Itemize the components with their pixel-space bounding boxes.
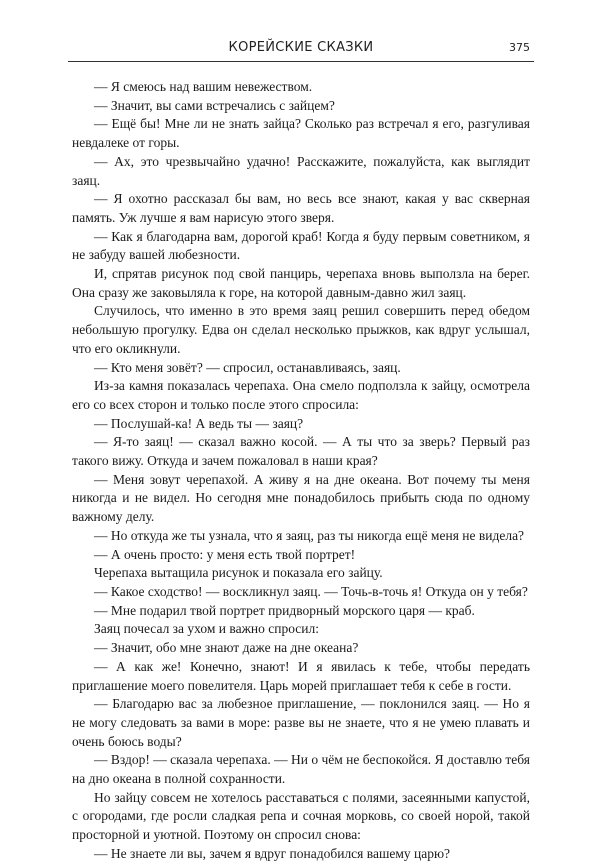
header-rule <box>68 61 534 62</box>
paragraph: — Какое сходство! — воскликнул заяц. — Точь-в-точь я! Откуда он у тебя? <box>94 583 528 599</box>
paragraph: — Но откуда же ты узнала, что я заяц, раз ты никогда ещё меня не видела? <box>94 527 525 543</box>
paragraph: — Значит, обо мне знают даже на дне океана? <box>94 640 359 656</box>
paragraph: — Благодарю вас за любезное приглашение, — поклонился заяц. — Но я не могу следовать за вами в море: разве вы не знаете, что я не умею плавать и очень боюсь воды? <box>72 696 530 749</box>
paragraph: — Меня зовут черепахой. А живу я на дне океана. Вот почему ты меня никогда и не видел. Но сегодня мне понадобилось прибыть сюда по одному важному делу. <box>72 471 530 525</box>
paragraph: — Я-то заяц! — сказал важно косой. — А ты что за зверь? Первый раз такого вижу. Откуда и зачем пожаловал в наши края? <box>72 434 530 469</box>
paragraph: Случилось, что именно в это время заяц решил совершить перед обедом небольшую прогулку. Едва он сделал несколько прыжков, как вдруг услышал, что его окликнули. <box>72 303 530 356</box>
paragraph: — Ещё бы! Мне ли не знать зайца? Сколько раз встречал я его, разгуливая невдалеке от горы. <box>72 116 530 151</box>
paragraph: — Я охотно рассказал бы вам, но весь все знают, какая у вас скверная память. Уж лучше я вам нарисую этого зверя. <box>72 191 530 225</box>
paragraph: — Ах, это чрезвычайно удачно! Расскажите, пожалуйста, как выглядит заяц. <box>72 153 530 188</box>
paragraph: — А как же! Конечно, знают! И я явилась к тебе, чтобы передать приглашение моего повелителя. Царь морей приглашает тебя к себе в гости. <box>72 658 530 693</box>
paragraph: Но зайцу совсем не хотелось расставаться с полями, засеянными капустой, с огородами, где росли сладкая репа и сочная морковь, со своей норой, такой просторной и уютной. Поэтому он спросил снова: <box>72 789 530 843</box>
paragraph: — Кто меня зовёт? — спросил, останавливаясь, заяц. <box>94 359 401 375</box>
page-body <box>72 78 530 864</box>
paragraph: Черепаха вытащила рисунок и показала его зайцу. <box>94 565 383 581</box>
paragraph: — Значит, вы сами встречались с зайцем? <box>94 97 335 113</box>
paragraph: — Не знаете ли вы, зачем я вдруг понадобился вашему царю? <box>94 845 451 861</box>
paragraph: — Мне подарил твой портрет придворный морского царя — краб. <box>94 602 475 618</box>
page-number: 375 <box>509 41 530 54</box>
header-title: КОРЕЙСКИЕ СКАЗКИ <box>228 40 374 55</box>
paragraph: Заяц почесал за ухом и важно спросил: <box>94 621 320 637</box>
paragraph: — А очень просто: у меня есть твой портрет! <box>94 546 356 562</box>
paragraph: — Послушай-ка! А ведь ты — заяц? <box>94 415 304 431</box>
paragraph: И, спрятав рисунок под свой панцирь, черепаха вновь выползла на берег. Она сразу же заковыляла к горе, на которой давным-давно жил заяц. <box>72 266 530 300</box>
running-header <box>68 40 534 60</box>
paragraph: — Я смеюсь над вашим невежеством. <box>94 79 313 94</box>
paragraph: — Как я благодарна вам, дорогой краб! Когда я буду первым советником, я не забуду вашей любезности. <box>72 228 530 263</box>
paragraph: — Вздор! — сказала черепаха. — Ни о чём не беспокойся. Я доставлю тебя на дно океана в полной сохранности. <box>72 752 530 787</box>
paragraph: Из-за камня показалась черепаха. Она смело подползла к зайцу, осмотрела его со всех сторон и только после этого спросила: <box>72 378 530 412</box>
